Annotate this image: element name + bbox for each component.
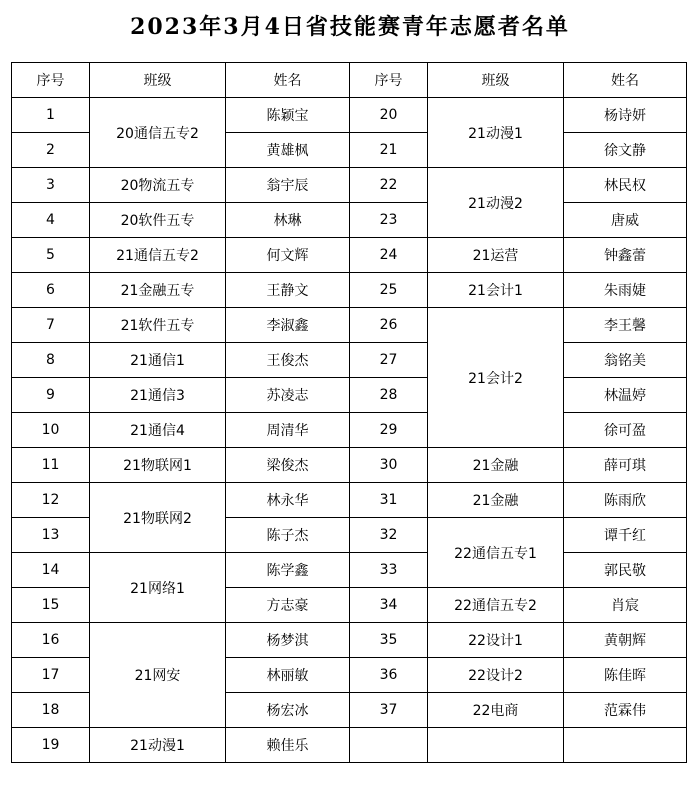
cell-class: 21通信3 [90,378,226,413]
cell-name: 郭民敬 [564,553,687,588]
header-cell-name: 姓名 [226,63,350,98]
header-cell-class: 班级 [90,63,226,98]
cell-serial-no: 21 [350,133,428,168]
cell-serial-no: 35 [350,623,428,658]
cell-class: 21动漫2 [428,168,564,238]
table-row [12,238,687,273]
table-row [12,378,687,413]
cell-serial-no: 30 [350,448,428,483]
cell-class: 21金融五专 [90,273,226,308]
table-row [12,728,687,763]
cell-name: 苏凌志 [226,378,350,413]
cell-name: 谭千红 [564,518,687,553]
cell-serial-no: 22 [350,168,428,203]
cell-name: 梁俊杰 [226,448,350,483]
cell-name: 王俊杰 [226,343,350,378]
cell-name: 王静文 [226,273,350,308]
cell-name: 李王馨 [564,308,687,343]
cell-serial-no: 31 [350,483,428,518]
cell-serial-no: 5 [12,238,90,273]
cell-class: 21金融 [428,483,564,518]
table-row [12,273,687,308]
cell-class: 21金融 [428,448,564,483]
cell-name: 黄雄枫 [226,133,350,168]
cell-class: 20物流五专 [90,168,226,203]
table-row [12,98,687,133]
cell-class: 21动漫1 [428,98,564,168]
cell-name: 李淑鑫 [226,308,350,343]
table-row [12,308,687,343]
cell-class: 21会计2 [428,308,564,448]
cell-name: 林永华 [226,483,350,518]
cell-serial-no: 15 [12,588,90,623]
cell-class: 22设计2 [428,658,564,693]
cell-serial-no: 14 [12,553,90,588]
cell-name: 唐威 [564,203,687,238]
cell-serial-no: 26 [350,308,428,343]
cell-name: 林丽敏 [226,658,350,693]
cell-class: 22通信五专1 [428,518,564,588]
cell-name: 翁铭美 [564,343,687,378]
cell-name: 范霖伟 [564,693,687,728]
table-row [12,448,687,483]
cell-class: 22设计1 [428,623,564,658]
cell-class: 21网安 [90,623,226,728]
volunteer-table [11,62,687,763]
cell-class: 21软件五专 [90,308,226,343]
cell-name: 陈颖宝 [226,98,350,133]
cell-serial-no: 1 [12,98,90,133]
cell-serial-no: 16 [12,623,90,658]
cell-name: 周清华 [226,413,350,448]
cell-serial-no: 8 [12,343,90,378]
cell-serial-no: 17 [12,658,90,693]
cell-name: 林温婷 [564,378,687,413]
cell-name: 薛可琪 [564,448,687,483]
cell-serial-no: 37 [350,693,428,728]
cell-class: 20软件五专 [90,203,226,238]
cell-serial-no: 3 [12,168,90,203]
cell-class: 21物联网1 [90,448,226,483]
page-title: 2023年3月4日省技能赛青年志愿者名单 [130,14,570,40]
table-row [12,203,687,238]
cell-name [564,728,687,763]
cell-serial-no: 32 [350,518,428,553]
cell-name: 黄朝辉 [564,623,687,658]
cell-class: 20通信五专2 [90,98,226,168]
cell-name: 杨宏冰 [226,693,350,728]
cell-serial-no: 36 [350,658,428,693]
header-cell-no: 序号 [12,63,90,98]
cell-name: 徐文静 [564,133,687,168]
cell-serial-no: 18 [12,693,90,728]
cell-serial-no: 20 [350,98,428,133]
cell-serial-no: 10 [12,413,90,448]
cell-serial-no: 34 [350,588,428,623]
cell-name: 翁宇辰 [226,168,350,203]
cell-serial-no: 7 [12,308,90,343]
header-row [12,63,687,98]
cell-serial-no: 2 [12,133,90,168]
cell-name: 林民权 [564,168,687,203]
cell-serial-no: 24 [350,238,428,273]
cell-name: 陈雨欣 [564,483,687,518]
cell-serial-no: 27 [350,343,428,378]
cell-name: 陈子杰 [226,518,350,553]
header-cell-name: 姓名 [564,63,687,98]
header-cell-no: 序号 [350,63,428,98]
cell-class: 21物联网2 [90,483,226,553]
cell-class: 21运营 [428,238,564,273]
cell-name: 林琳 [226,203,350,238]
table-body [12,98,687,763]
cell-class: 21通信1 [90,343,226,378]
table-row [12,553,687,588]
cell-name: 方志豪 [226,588,350,623]
cell-serial-no: 28 [350,378,428,413]
cell-class: 21会计1 [428,273,564,308]
table-row [12,413,687,448]
cell-name: 杨诗妍 [564,98,687,133]
cell-serial-no: 12 [12,483,90,518]
header-cell-class: 班级 [428,63,564,98]
cell-serial-no: 25 [350,273,428,308]
cell-class [428,728,564,763]
cell-serial-no: 13 [12,518,90,553]
cell-name: 何文辉 [226,238,350,273]
table-row [12,623,687,658]
cell-class: 22电商 [428,693,564,728]
cell-serial-no: 4 [12,203,90,238]
cell-name: 肖宸 [564,588,687,623]
table-row [12,343,687,378]
cell-name: 钟鑫蕾 [564,238,687,273]
cell-name: 陈学鑫 [226,553,350,588]
cell-serial-no: 11 [12,448,90,483]
cell-class: 21网络1 [90,553,226,623]
cell-name: 陈佳晖 [564,658,687,693]
cell-serial-no: 29 [350,413,428,448]
cell-class: 21通信五专2 [90,238,226,273]
cell-class: 21动漫1 [90,728,226,763]
cell-serial-no: 9 [12,378,90,413]
cell-serial-no: 19 [12,728,90,763]
table-row [12,168,687,203]
cell-serial-no: 33 [350,553,428,588]
cell-name: 朱雨婕 [564,273,687,308]
cell-name: 杨梦淇 [226,623,350,658]
table-row [12,483,687,518]
cell-class: 22通信五专2 [428,588,564,623]
cell-serial-no [350,728,428,763]
cell-serial-no: 23 [350,203,428,238]
cell-serial-no: 6 [12,273,90,308]
cell-name: 徐可盈 [564,413,687,448]
cell-class: 21通信4 [90,413,226,448]
cell-name: 赖佳乐 [226,728,350,763]
